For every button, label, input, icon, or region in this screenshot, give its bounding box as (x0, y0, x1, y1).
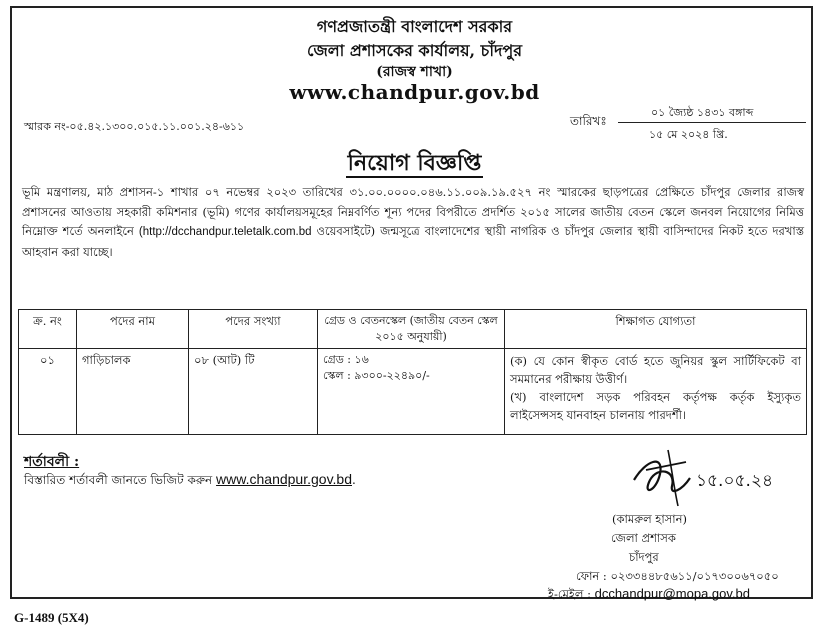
signature-scribble-icon (616, 440, 796, 512)
notice-title-text: নিয়োগ বিজ্ঞপ্তি (347, 150, 482, 176)
header-qualification: শিক্ষাগত যোগ্যতা (505, 310, 807, 349)
scale-value: স্কেল : ৯৩০০-২২৪৯০/- (323, 369, 430, 382)
header-serial: ক্র. নং (19, 310, 77, 349)
notice-title (0, 146, 829, 183)
email-line (548, 586, 750, 605)
office-heading: জেলা প্রশাসকের কার্যালয়, চাঁদপুর (306, 41, 523, 60)
table-row (19, 349, 807, 435)
body-text-2: ওয়েবসাইটে) জন্মসূত্রে বাংলাদেশের স্থায়ী নাগরিক ও চাঁদপুর জেলার স্থায়ী বাসিন্দাদের নিকট হতে দরখাস্ত আহবান করা যাচ্ছে। (22, 224, 805, 259)
cell-count: ০৮ (আট) টি (189, 349, 318, 435)
officer-designation: জেলা প্রশাসক (611, 531, 676, 545)
signature-date: ১৫.০৫.২৪ (696, 471, 774, 491)
footer-code: G-1489 (5X4) (14, 610, 89, 625)
conditions-end: . (352, 473, 356, 487)
qualification-a: (ক) যে কোন স্বীকৃত বোর্ড হতে জুনিয়র স্কুল সার্টিফিকেট বা সমমানের পরীক্ষায় উত্তীর্ণ। (510, 354, 801, 386)
header-count: পদের সংখ্যা (189, 310, 318, 349)
email-label: ই-মেইল : (548, 587, 591, 601)
cell-serial: ০১ (19, 349, 77, 435)
conditions-text-label: বিস্তারিত শর্তাবলী জানতে ভিজিট করুন (24, 473, 213, 487)
qualification-b: (খ) বাংলাদেশ সড়ক পরিবহন কর্তৃপক্ষ কর্তৃক ইস্যুকৃত লাইসেন্সসহ যানবাহন চালনায় পারদর্শী। (510, 390, 801, 422)
officer-name: (কামরুল হাসান) (612, 512, 687, 526)
cell-grade (318, 349, 505, 435)
date-bangla: ০১ জ্যৈষ্ঠ ১৪৩১ বঙ্গাব্দ (651, 106, 754, 119)
header-post: পদের নাম (77, 310, 189, 349)
website-heading: www.chandpur.gov.bd (289, 80, 540, 104)
application-url: (http://dcchandpur.teletalk.com.bd (138, 226, 312, 238)
signature-mark (616, 440, 796, 516)
cell-qualification (505, 349, 807, 435)
cell-post: গাড়িচালক (77, 349, 189, 435)
grade-value: গ্রেড : ১৬ (323, 353, 369, 366)
memo-number: স্মারক নং-০৫.৪২.১৩০০.০১৫.১১.০০১.২৪-৬১১ (24, 120, 245, 133)
govt-heading: গণপ্রজাতন্ত্রী বাংলাদেশ সরকার (316, 17, 513, 36)
table-header-row (19, 310, 807, 349)
body-text-1: ভূমি মন্ত্রণালয়, মাঠ প্রশাসন-১ শাখার ০৭ নভেম্বর ২০২৩ তারিখের ৩১.০০.০০০০.০৪৬.১১.০০৯.১৯.৫২৭ নং স্মারকের ছাড়পত্রের প্রেক্ষিতে চাঁদপুর জেলার রাজস্ব প্রশাসনের আওতায় সহকারী কমিশনার (ভূমি) গণের কার্যালয়সমূহের নিম্নবর্ণিত শূন্য পদের বিপরীতে প্রদর্শিত ২০১৫ সালের জাতীয় বেতন স্কেলে জনবল নিয়োগের নিমিত্ত নিম্নোক্ত শর্তে অনলাইনে (22, 185, 804, 238)
notice-body (22, 183, 804, 262)
date-label: তারিখঃ (570, 114, 607, 128)
phone-number: ফোন : ০২৩৩৪৪৮৫৬১১/০১৭৩০০৬৭০৫০ (576, 569, 779, 583)
conditions-heading: শর্তাবলী : (24, 454, 80, 470)
vacancy-table (18, 309, 807, 435)
conditions-text (24, 471, 356, 492)
officer-place: চাঁদপুর (629, 550, 659, 564)
date-divider (618, 122, 806, 123)
conditions-link[interactable]: www.chandpur.gov.bd (216, 471, 352, 487)
email-address[interactable]: dcchandpur@mopa.gov.bd (594, 586, 750, 601)
header-grade: গ্রেড ও বেতনস্কেল (জাতীয় বেতন স্কেল ২০১৫ অনুযায়ী) (318, 310, 505, 349)
section-heading: (রাজস্ব শাখা) (376, 64, 453, 80)
date-english: ১৫ মে ২০২৪ খ্রি. (649, 128, 728, 141)
